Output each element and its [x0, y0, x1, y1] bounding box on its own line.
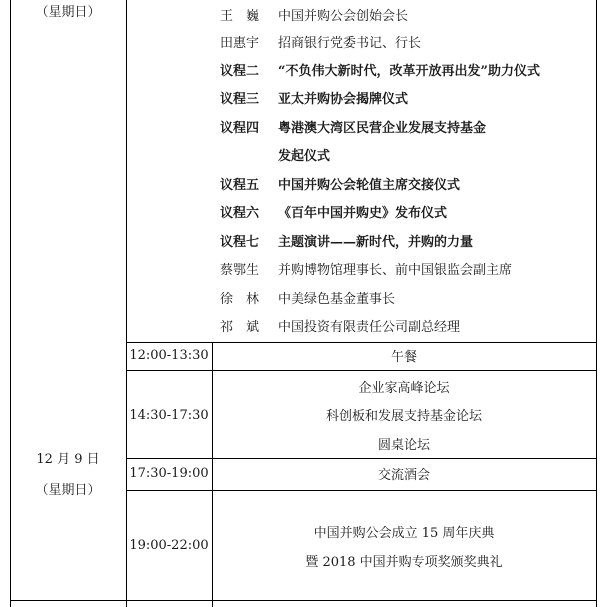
agenda-key: 议程五	[220, 178, 260, 193]
agenda-key: 议程二	[220, 64, 260, 79]
agenda-text: “不负伟大新时代，改革开放再出发”助力仪式	[278, 64, 540, 79]
schedule-item: 企业家高峰论坛	[358, 381, 450, 396]
row-divider-5	[10, 600, 597, 601]
schedule-item: 交流酒会	[377, 468, 430, 483]
bottom-weekday: （星期日）	[35, 483, 101, 498]
agenda-text: 中国并购公会创始会长	[278, 9, 409, 24]
agenda-key: 议程七	[220, 235, 260, 250]
agenda-row	[220, 36, 421, 52]
row-divider-3	[126, 458, 597, 459]
agenda-row	[278, 149, 330, 165]
row-divider-2	[126, 370, 597, 371]
agenda-key: 议程四	[220, 121, 260, 136]
table-border-right	[596, 0, 597, 607]
agenda-text: 《百年中国并购史》发布仪式	[278, 206, 448, 221]
schedule-time: 19:00-22:00	[129, 538, 209, 553]
agenda-key: 王 巍	[220, 9, 260, 24]
column-divider-date	[126, 0, 127, 607]
agenda-text: 亚太并购协会揭牌仪式	[278, 92, 409, 107]
schedule-time: 12:00-13:30	[129, 348, 209, 363]
schedule-item: 中国并购公会成立 15 周年庆典	[313, 526, 495, 541]
agenda-text: 中国投资有限责任公司副总经理	[278, 320, 461, 335]
schedule-item: 圆桌论坛	[377, 438, 430, 453]
date-label: 12 月 9 日	[36, 452, 100, 467]
agenda-row	[220, 9, 408, 25]
top-weekday: （星期日）	[35, 5, 101, 20]
agenda-key: 蔡鄂生	[220, 263, 260, 278]
agenda-text: 中国并购公会轮值主席交接仪式	[278, 178, 461, 193]
agenda-text: 并购博物馆理事长、前中国银监会副主席	[278, 263, 513, 278]
agenda-text: 招商银行党委书记、行长	[278, 36, 422, 51]
agenda-row	[220, 92, 408, 108]
agenda-text: 发起仪式	[278, 149, 331, 164]
agenda-row	[220, 235, 473, 251]
agenda-text: 粤港澳大湾区民营企业发展支持基金	[278, 121, 487, 136]
agenda-text: 主题演讲——新时代，并购的力量	[278, 235, 474, 250]
agenda-key: 议程三	[220, 92, 260, 107]
agenda-key: 议程六	[220, 206, 260, 221]
agenda-row	[220, 320, 460, 336]
agenda-row	[220, 121, 486, 137]
schedule-time: 17:30-19:00	[129, 466, 209, 481]
agenda-row	[220, 292, 395, 308]
agenda-text: 中美绿色基金董事长	[278, 292, 396, 307]
schedule-item: 午餐	[390, 350, 417, 365]
agenda-key: 徐 林	[220, 292, 260, 307]
agenda-row	[220, 263, 512, 279]
schedule-item: 暨 2018 中国并购专项奖颁奖典礼	[305, 555, 503, 570]
agenda-key: 田惠宇	[220, 36, 260, 51]
schedule-item: 科创板和发展支持基金论坛	[325, 409, 482, 424]
agenda-row	[220, 206, 447, 222]
row-divider-1	[126, 342, 597, 343]
row-divider-4	[126, 490, 597, 491]
schedule-time: 14:30-17:30	[129, 408, 209, 423]
agenda-row	[220, 178, 460, 194]
agenda-row	[220, 64, 540, 80]
agenda-key: 祁 斌	[220, 320, 260, 335]
table-border-left	[10, 0, 11, 607]
